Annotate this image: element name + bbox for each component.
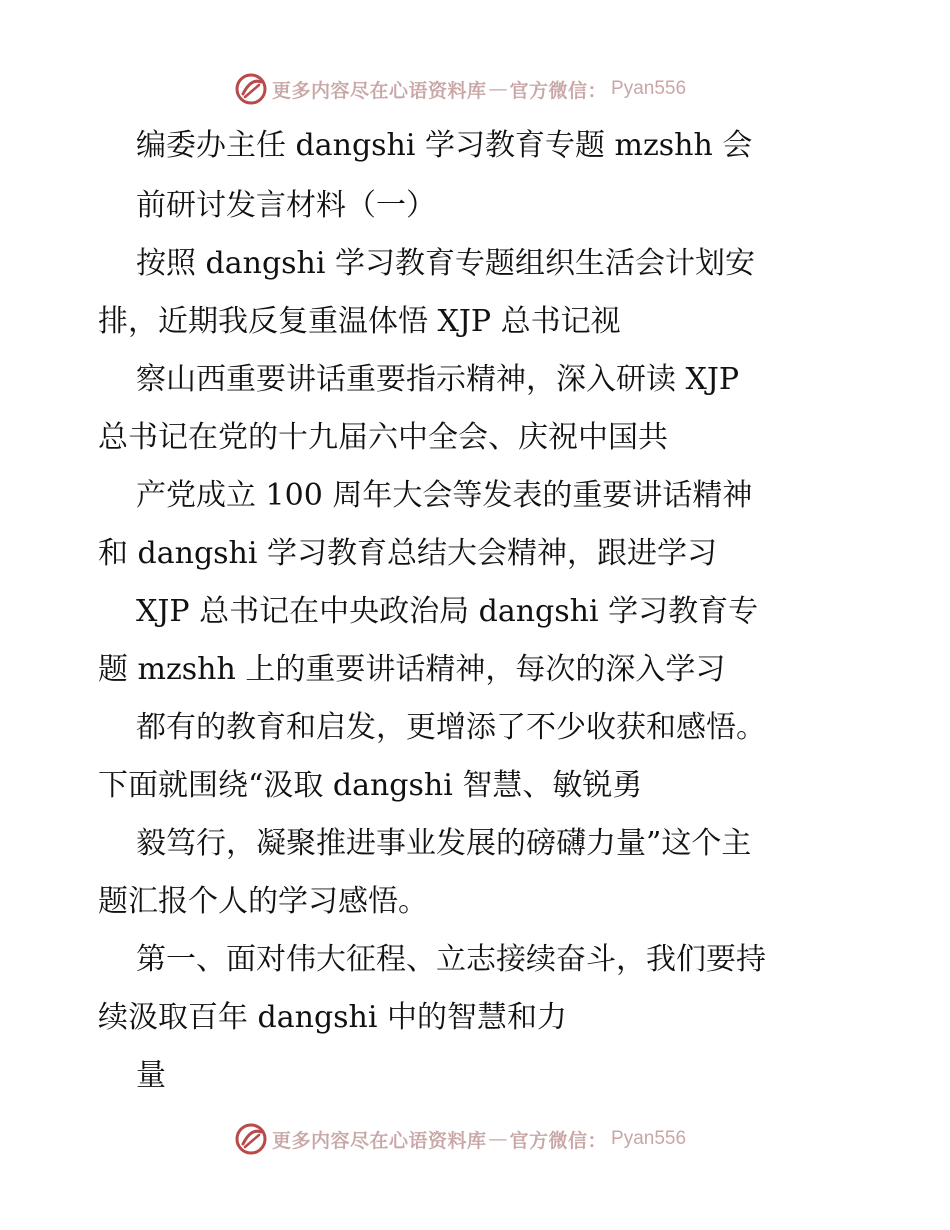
- text-line: 察山西重要讲话重要指示精神，深入研读 XJP: [136, 362, 740, 397]
- text-line: 题 mzshh 上的重要讲话精神，每次的深入学习: [98, 652, 726, 687]
- document-title-line-2: 前研讨发言材料（一）: [136, 188, 436, 223]
- text-line: 按照 dangshi 学习教育专题组织生活会计划安: [136, 246, 755, 281]
- logo-icon: [234, 72, 268, 106]
- watermark-separator: —: [488, 78, 508, 100]
- text-line: 总书记在党的十九届六中全会、庆祝中国共: [98, 420, 668, 455]
- text-line: 产党成立 100 周年大会等发表的重要讲话精神: [136, 478, 753, 513]
- text-line: 续汲取百年 dangshi 中的智慧和力: [98, 1000, 567, 1035]
- watermark-label: 官方微信：: [509, 1129, 608, 1152]
- watermark-label: 官方微信：: [509, 79, 608, 102]
- text-line: 和 dangshi 学习教育总结大会精神，跟进学习: [98, 536, 717, 571]
- text-line: 量: [136, 1058, 166, 1093]
- text-line: 题汇报个人的学习感悟。: [98, 884, 428, 919]
- text-line: 第一、面对伟大征程、立志接续奋斗，我们要持: [136, 942, 766, 977]
- watermark-main-text: 更多内容尽在心语资料库: [272, 1129, 487, 1152]
- document-title-line-1: 编委办主任 dangshi 学习教育专题 mzshh 会: [136, 128, 753, 163]
- logo-icon: [234, 1122, 268, 1156]
- text-line: 毅笃行，凝聚推进事业发展的磅礴力量”这个主: [136, 826, 752, 861]
- text-line: XJP 总书记在中央政治局 dangshi 学习教育专: [136, 594, 759, 629]
- watermark-main-text: 更多内容尽在心语资料库: [272, 79, 487, 102]
- watermark-footer: [234, 1122, 686, 1156]
- text-line: 排，近期我反复重温体悟 XJP 总书记视: [98, 304, 621, 339]
- watermark-account: Pyan556: [611, 78, 687, 99]
- text-line: 都有的教育和启发，更增添了不少收获和感悟。: [136, 710, 766, 745]
- watermark-header: [234, 72, 686, 106]
- watermark-separator: —: [488, 1128, 508, 1150]
- watermark-account: Pyan556: [611, 1128, 687, 1149]
- text-line: 下面就围绕“汲取 dangshi 智慧、敏锐勇: [98, 768, 643, 803]
